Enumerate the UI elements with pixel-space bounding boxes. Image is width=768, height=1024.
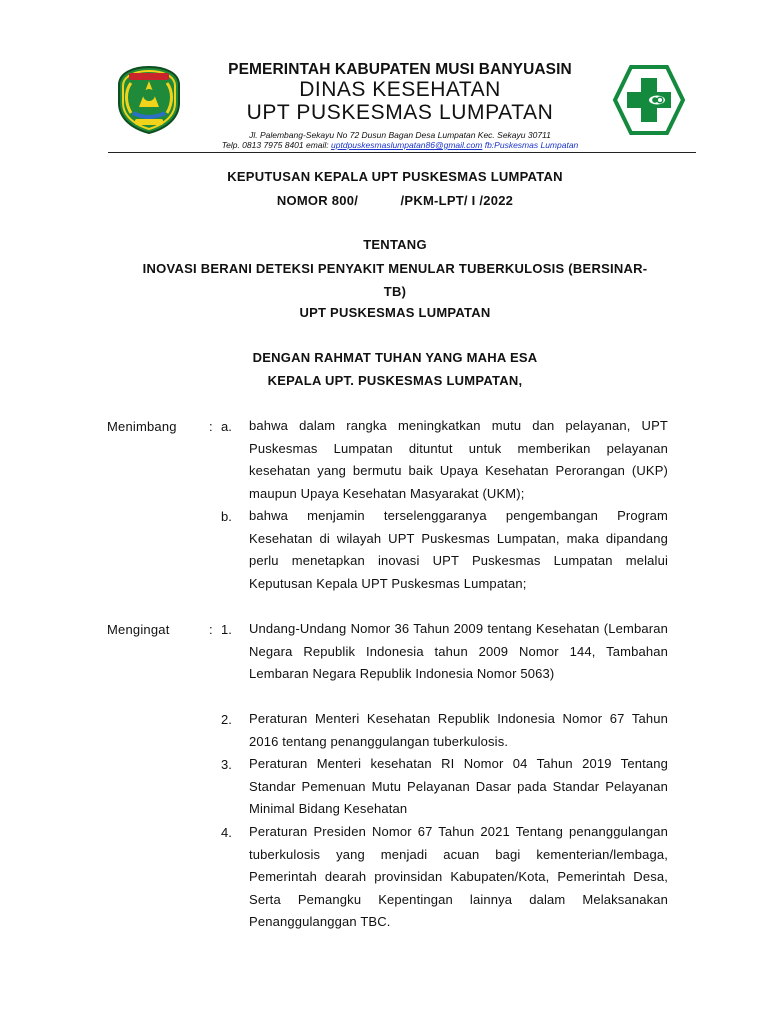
mengingat-item-1-number: 1. [221,622,232,637]
menimbang-item-a-number: a. [221,419,232,434]
mengingat-item-3-text: Peraturan Menteri kesehatan RI Nomor 04 Tahun 2019 Tentang Standar Pemenuan Mutu Pelayanan Dasar pada Standar Pelayanan Minimal Bidang Kesehatan [249,756,668,817]
menimbang-colon: : [209,419,213,434]
mengingat-label: Mengingat [107,622,170,637]
menimbang-item-a-text: bahwa dalam rangka meningkatkan mutu dan pelayanan, UPT Puskesmas Lumpatan dituntut untuk memberikan pelayanan kesehatan yang bermutu baik Upaya Kesehatan Perorangan (UKP) maupun Upaya Kesehatan Masyarakat (UKM); [249,418,668,501]
email-link[interactable]: uptdpuskesmaslumpatan86@gmail.com [331,140,483,150]
mengingat-item-4-number: 4. [221,825,232,840]
menimbang-item-b-number: b. [221,509,232,524]
menimbang-label: Menimbang [107,419,177,434]
government-name: PEMERINTAH KABUPATEN MUSI BANYUASIN [228,61,572,78]
department-name: DINAS KESEHATAN [299,78,501,101]
mengingat-item-2-text: Peraturan Menteri Kesehatan Republik Indonesia Nomor 67 Tahun 2016 tentang penanggulangan tuberkulosis. [249,711,668,749]
kabupaten-emblem-icon [113,63,185,135]
decree-number: NOMOR 800/ /PKM-LPT/ I /2022 [276,193,514,208]
phone-text: Telp. 0813 7975 8401 email: [221,140,332,150]
mengingat-item-2-number: 2. [221,712,232,727]
address-line: Jl. Palembang-Sekayu No 72 Dusun Bagan Desa Lumpatan Kec. Sekayu 30711 [249,130,551,140]
puskesmas-logo-icon [612,64,686,136]
head-title-line: KEPALA UPT. PUSKESMAS LUMPATAN, [267,373,523,388]
subject-line-1: INOVASI BERANI DETEKSI PENYAKIT MENULAR TUBERKULOSIS (BERSINAR- [142,261,648,276]
tentang-heading: TENTANG [363,237,427,252]
header-divider [108,152,696,153]
subject-line-3: UPT PUSKESMAS LUMPATAN [299,305,491,320]
mengingat-item-4-text: Peraturan Presiden Nomor 67 Tahun 2021 Tentang penanggulangan tuberkulosis yang menjadi acuan bagi kementerian/lembaga, Pemerintah dearah provinsidan Kabupaten/Kota, Pemerintah Desa, Serta Pemangku Kepentingan lainnya dalam Melaksanakan Penanggulanggan TBC. [249,824,668,930]
decree-title: KEPUTUSAN KEPALA UPT PUSKESMAS LUMPATAN [227,169,563,184]
subject-line-2: TB) [383,284,407,299]
mengingat-item-3-number: 3. [221,757,232,772]
facebook-text: fb:Puskesmas Lumpatan [482,140,579,150]
menimbang-item-b-text: bahwa menjamin terselenggaranya pengembangan Program Kesehatan di wilayah UPT Puskesmas Lumpatan, maka dipandang perlu menetapkan inovasi UPT Puskesmas Lumpatan melalui Keputusan Kepala UPT Puskesmas Lumpatan; [249,508,668,591]
mengingat-item-1-text: Undang-Undang Nomor 36 Tahun 2009 tentang Kesehatan (Lembaran Negara Republik Indonesia tahun 2009 Nomor 144, Tambahan Lembaran Negara Republik Indonesia Nomor 5063) [249,621,668,682]
letterhead [190,60,610,150]
contact-line [190,140,610,150]
mengingat-colon: : [209,622,213,637]
invocation-line: DENGAN RAHMAT TUHAN YANG MAHA ESA [252,350,538,365]
institution-name: UPT PUSKESMAS LUMPATAN [246,101,554,124]
